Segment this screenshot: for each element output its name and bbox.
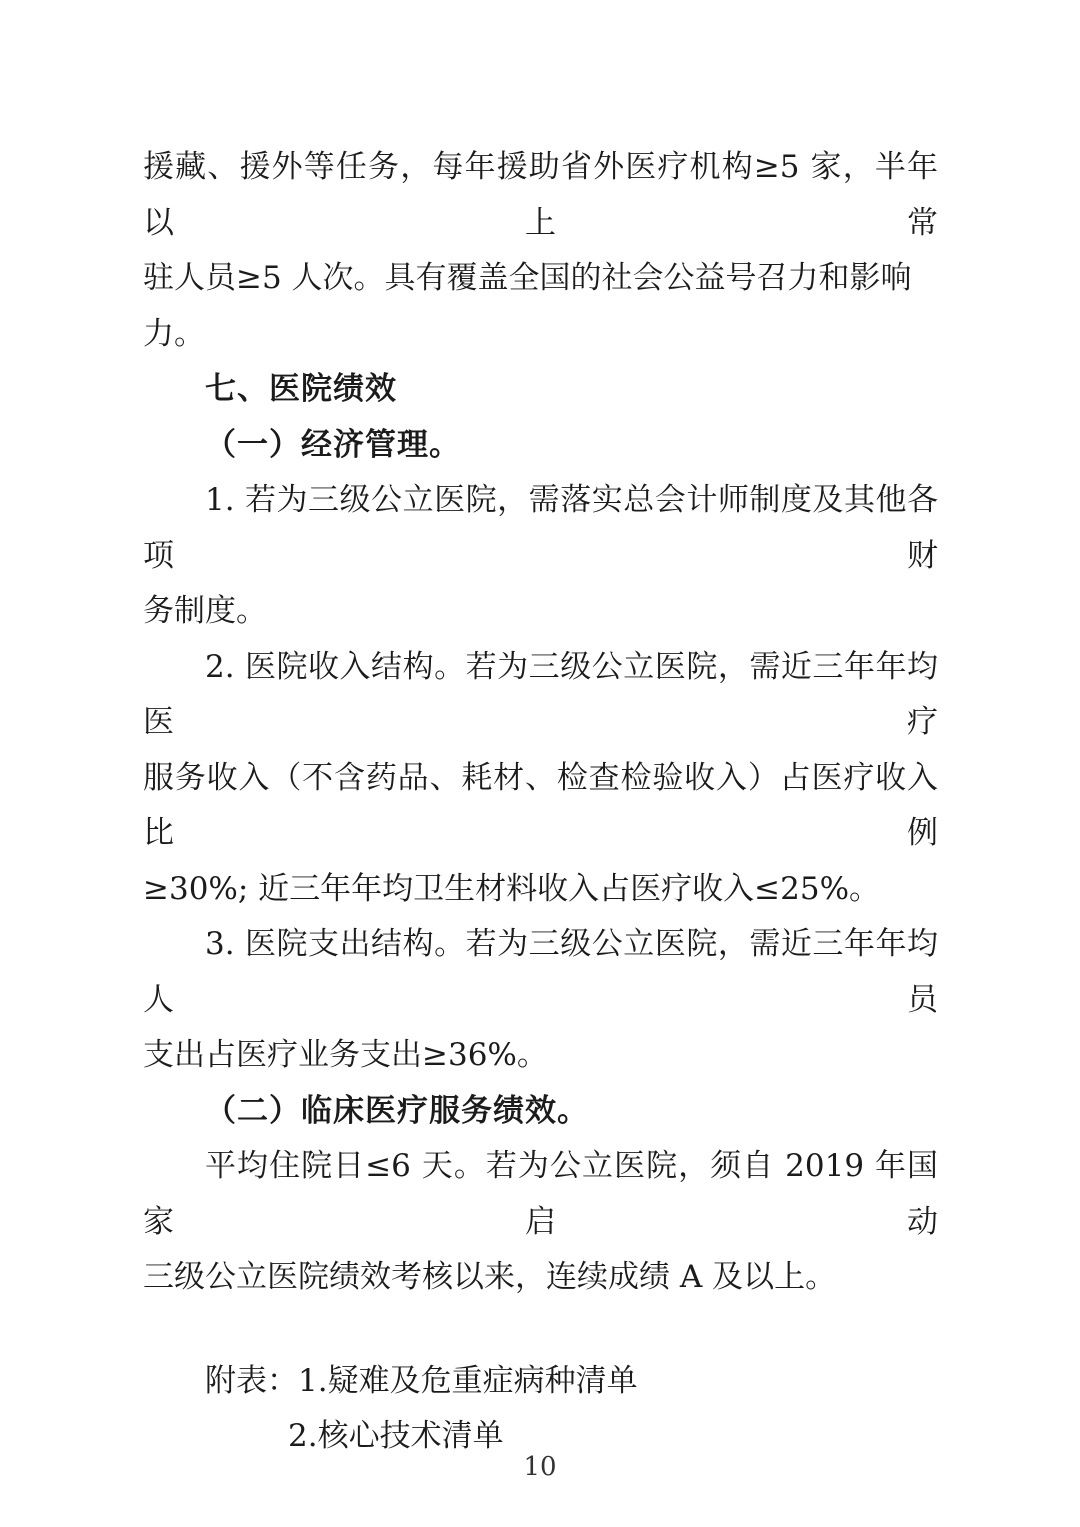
text-line: 三级公立医院绩效考核以来，连续成绩 A 及以上。 xyxy=(143,1259,837,1295)
text-line: 1. 若为三级公立医院，需落实总会计师制度及其他各项财 xyxy=(143,482,938,574)
section-heading: 七、医院绩效 xyxy=(205,371,397,407)
subsection-heading: （一）经济管理。 xyxy=(205,426,461,463)
text-line: 务制度。 xyxy=(143,593,267,629)
document-content xyxy=(143,140,938,1465)
text-line: 支出占医疗业务支出≥36%。 xyxy=(143,1037,548,1073)
text-line: 援藏、援外等任务，每年援助省外医疗机构≥5 家，半年以上常 xyxy=(143,149,938,241)
subsection-heading: （二）临床医疗服务绩效。 xyxy=(205,1092,589,1129)
text-line: 平均住院日≤6 天。若为公立医院，须自 2019 年国家启动 xyxy=(143,1148,938,1240)
text-line: 服务收入（不含药品、耗材、检查检验收入）占医疗收入比例 xyxy=(143,759,938,851)
text-line: 驻人员≥5 人次。具有覆盖全国的社会公益号召力和影响力。 xyxy=(143,260,912,352)
text-line: 2. 医院收入结构。若为三级公立医院，需近三年年均医疗 xyxy=(143,648,938,740)
appendix-line: 附表：1.疑难及危重症病种清单 xyxy=(205,1362,638,1399)
text-line: ≥30%; 近三年年均卫生材料收入占医疗收入≤25%。 xyxy=(143,870,881,907)
appendix-line: 2.核心技术清单 xyxy=(288,1418,504,1454)
page-number: 10 xyxy=(523,1452,557,1482)
text-line: 3. 医院支出结构。若为三级公立医院，需近三年年均人员 xyxy=(143,926,938,1018)
